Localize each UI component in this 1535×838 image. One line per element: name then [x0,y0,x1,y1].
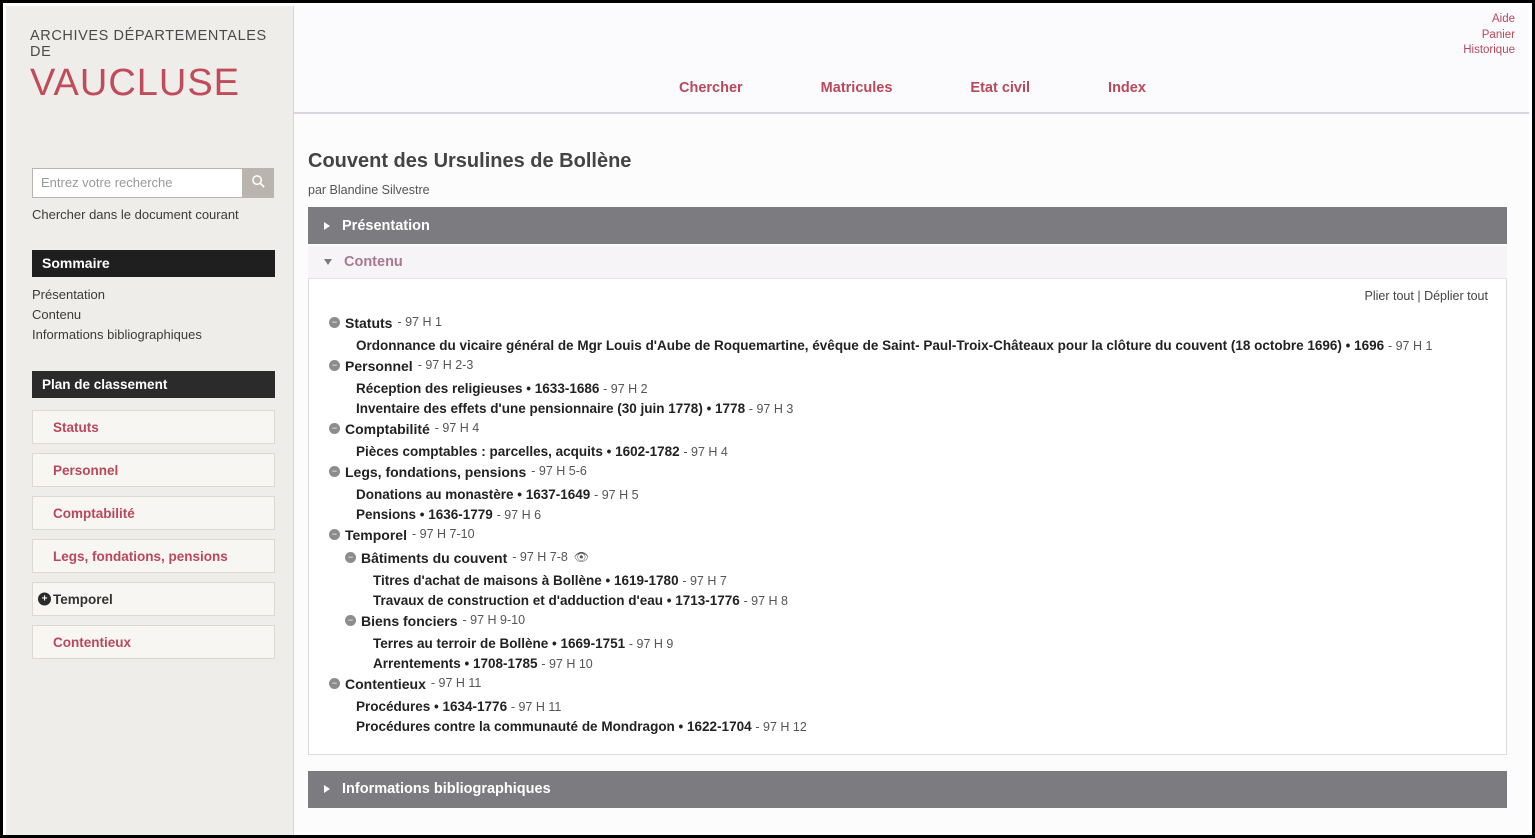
link-panier[interactable]: Panier [1481,28,1515,41]
sommaire-header [32,250,275,277]
tree-leaf-label: Arrentements • 1708-1785 [373,656,538,672]
main-area [294,6,1529,832]
tree-leaf[interactable] [356,505,1492,525]
tree-leaf[interactable] [356,336,1492,356]
tree-node-label: Temporel [345,527,407,544]
tree-node[interactable] [329,462,1492,484]
sommaire-item-informations-bibliographiques[interactable]: Informations bibliographiques [32,326,202,342]
main-navigation [294,80,1529,96]
panel-contenu-body [308,279,1507,755]
chevron-right-icon [324,222,330,230]
tree-node-label: Legs, fondations, pensions [345,464,527,481]
collapse-minus-icon[interactable]: − [329,529,340,540]
tree-leaf-cote: - 97 H 8 [743,593,788,608]
site-logo[interactable] [6,6,293,106]
plan-item-statuts[interactable] [32,410,275,444]
logo-line-2: VAUCLUSE [30,62,241,104]
plan-item-contentieux[interactable] [32,625,275,659]
tree-node-label: Bâtiments du couvent [361,549,508,566]
sidebar [6,6,294,838]
collapse-minus-icon[interactable]: − [329,360,340,371]
collapse-minus-icon[interactable]: − [329,423,340,434]
tree-node-cote: - 97 H 1 [397,315,442,329]
tree-leaf-cote: - 97 H 9 [628,636,674,651]
collapse-minus-icon[interactable]: − [345,552,356,563]
chevron-right-icon [324,785,330,793]
tree-node-cote: - 97 H 7-8 [512,549,568,564]
search-button[interactable] [242,168,274,198]
plan-list [32,410,275,659]
nav-index[interactable]: Index [1108,80,1146,96]
tree-leaf[interactable] [356,379,1492,399]
plan-item-label: Personnel [53,462,119,478]
search-icon [251,174,266,192]
tree-node[interactable] [329,419,1492,441]
document-author: par Blandine Silvestre [308,183,430,197]
plan-item-temporel[interactable] [32,582,275,616]
preview-eye-icon[interactable]: 👁 [573,549,590,564]
tree-leaf[interactable] [356,399,1492,419]
tree-leaf-label: Procédures contre la communauté de Mondragon • 1622-1704 [356,719,752,735]
expand-plus-icon[interactable]: + [38,593,51,606]
sommaire-item-contenu[interactable]: Contenu [32,306,82,322]
tree-leaf-cote: - 97 H 7 [682,573,727,588]
plan-item-label: Statuts [53,419,99,435]
tree-leaf[interactable] [356,485,1492,505]
tree-leaf[interactable] [373,571,1492,591]
tree-node[interactable] [329,525,1492,547]
nav-chercher[interactable]: Chercher [679,80,743,96]
tree-leaf-cote: - 97 H 11 [510,700,562,714]
plan-item-comptabilite[interactable] [32,496,275,530]
tree-leaf-label: Donations au monastère • 1637-1649 [356,486,591,502]
tree-leaf-cote: - 97 H 2 [603,381,648,396]
tools-separator: | [1417,289,1421,303]
panel-presentation[interactable] [308,207,1507,244]
search-box [32,168,274,198]
search-scope-label: Chercher dans le document courant [32,206,239,222]
page-title: Couvent des Ursulines de Bollène [308,150,632,172]
tree-node-label: Comptabilité [345,421,430,438]
tree-leaf-label: Travaux de construction et d'adduction d'eau • 1713-1776 [373,592,740,608]
tree-node-cote: - 97 H 11 [430,676,482,691]
plan-item-personnel[interactable] [32,453,275,487]
tree-leaf[interactable] [373,654,1492,674]
expand-all-link[interactable]: Déplier tout [1424,289,1488,303]
plan-item-label: Legs, fondations, pensions [53,548,228,564]
tree-node-cote: - 97 H 2-3 [417,357,474,372]
utility-links [1463,12,1515,59]
tree-node[interactable] [329,356,1492,378]
tree-leaf-label: Ordonnance du vicaire général de Mgr Louis d'Aube de Roquemartine, évêque de Saint- Paul-Troix-Châteaux pour la clôture du couvent (18 octobre 1696) • 1696 [356,337,1385,353]
tree-leaf-cote: - 97 H 3 [748,401,794,416]
link-aide[interactable]: Aide [1491,13,1515,25]
tree-leaf[interactable] [356,697,1492,717]
plan-item-legs-fondations-pensions[interactable] [32,539,275,573]
plan-item-label: Contentieux [53,634,132,650]
tree-node-cote: - 97 H 7-10 [411,527,475,542]
panel-contenu[interactable] [308,246,1507,279]
plan-title: Plan de classement [42,377,168,393]
tree-leaf-cote: - 97 H 6 [496,508,542,522]
tree-leaf[interactable] [373,634,1492,654]
collapse-minus-icon[interactable]: − [329,678,340,689]
plan-item-label: Temporel [53,591,113,607]
panel-contenu-label: Contenu [344,254,403,270]
tree-node-label: Personnel [345,357,413,374]
nav-matricules[interactable]: Matricules [820,80,893,96]
tree-leaf-label: Procédures • 1634-1776 [356,699,508,714]
top-bar [294,6,1529,114]
search-input[interactable] [32,168,242,198]
tree-leaf[interactable] [373,591,1492,611]
link-historique[interactable]: Historique [1463,44,1515,57]
tree-leaf-label: Titres d'achat de maisons à Bollène • 1619-1780 [373,572,679,588]
tree-leaf-label: Inventaire des effets d'une pensionnaire (30 juin 1778) • 1778 [356,400,746,416]
collapse-minus-icon[interactable]: − [329,466,340,477]
tree-leaf-cote: - 97 H 4 [683,444,728,459]
plan-item-label: Comptabilité [53,505,135,521]
tree-leaf-cote: - 97 H 5 [594,487,639,502]
tree-leaf-cote: - 97 H 1 [1387,338,1433,353]
tree-leaf-label: Pensions • 1636-1779 [356,507,493,522]
tree-node-cote: - 97 H 4 [434,421,480,436]
classification-tree [329,313,1492,738]
plan-header [32,371,275,398]
sommaire-list [32,285,293,345]
tree-node[interactable] [329,313,1492,335]
content-area [294,114,1529,808]
tree-leaf-cote: - 97 H 10 [541,657,593,672]
tree-node[interactable] [345,548,1492,570]
panel-bibliographie-label: Informations bibliographiques [342,781,551,797]
tree-node[interactable] [329,674,1492,696]
sommaire-item-presentation[interactable]: Présentation [32,286,105,302]
panel-informations-bibliographiques[interactable] [308,771,1507,808]
collapse-all-link[interactable]: Plier tout [1364,289,1414,303]
tree-tools [323,289,1488,303]
chevron-down-icon [324,259,332,265]
sommaire-title: Sommaire [42,255,110,272]
tree-node-cote: - 97 H 9-10 [462,613,526,628]
tree-leaf[interactable] [356,717,1492,737]
nav-etat-civil[interactable]: Etat civil [970,80,1031,96]
tree-node[interactable] [345,611,1492,633]
tree-node-cote: - 97 H 5-6 [531,464,587,479]
panel-presentation-label: Présentation [342,217,430,234]
tree-leaf-cote: - 97 H 12 [755,720,807,735]
tree-node-label: Contentieux [345,676,426,693]
tree-leaf-label: Pièces comptables : parcelles, acquits • 1602-1782 [356,443,680,459]
collapse-minus-icon[interactable]: − [345,615,356,626]
logo-line-1: ARCHIVES DÉPARTEMENTALES DE [30,28,267,60]
tree-node-label: Biens fonciers [361,613,458,630]
collapse-minus-icon[interactable]: − [329,317,340,328]
tree-leaf-label: Terres au terroir de Bollène • 1669-1751 [373,635,626,651]
tree-leaf[interactable] [356,442,1492,462]
tree-node-label: Statuts [345,315,393,331]
tree-leaf-label: Réception des religieuses • 1633-1686 [356,380,600,396]
